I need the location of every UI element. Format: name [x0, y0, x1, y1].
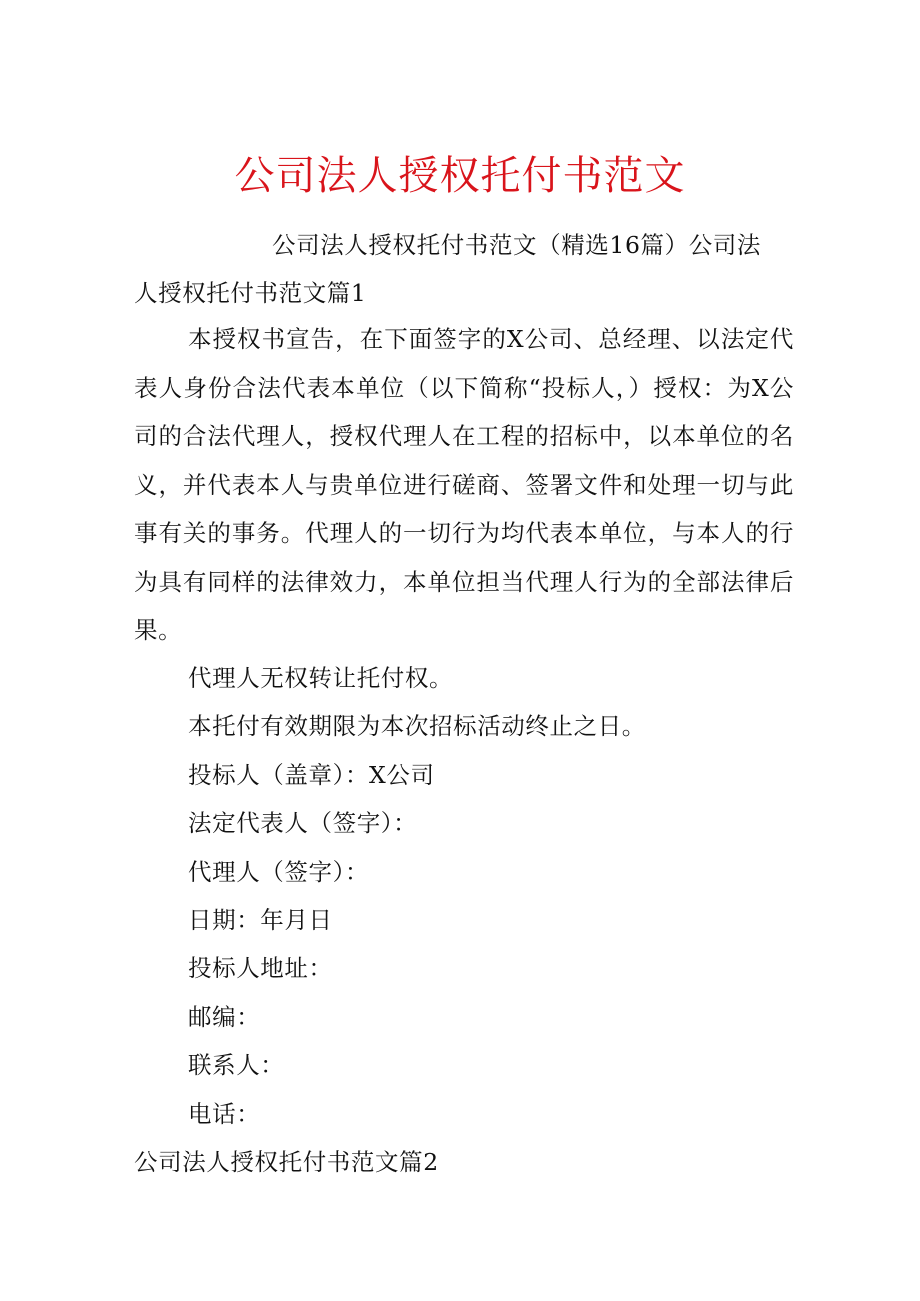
no-transfer-line: 代理人无权转让托付权。 — [188, 664, 454, 692]
date-line: 日期：年月日 — [188, 906, 333, 934]
intro-block — [134, 221, 792, 317]
phone-line: 电话： — [188, 1100, 261, 1128]
part2-heading: 公司法人授权托付书范文篇2 — [134, 1148, 439, 1176]
postcode-line: 邮编： — [188, 1003, 261, 1031]
authorization-paragraph: 本授权书宣告，在下面签字的X公司、总经理、以法定代表人身份合法代表本单位（以下简称“投标人，）授权：为X公司的合法代理人，授权代理人在工程的招标中，以本单位的名义，并代表本人与贵单位进行磋商、签署文件和处理一切与此事有关的事务。代理人的一切行为均代表本单位，与本人的行为具有同样的法律效力，本单位担当代理人行为的全部法律后果。 — [134, 325, 794, 644]
agent-signature-line: 代理人（签字）： — [188, 858, 370, 886]
legal-rep-signature-line: 法定代表人（签字）： — [188, 809, 418, 837]
document-title: 公司法人授权托付书范文 — [234, 153, 686, 199]
contact-line: 联系人： — [188, 1051, 285, 1079]
intro-line-2: 人授权托付书范文篇1 — [134, 279, 367, 307]
intro-line-1: 公司法人授权托付书范文（精选16篇）公司法 — [272, 231, 762, 259]
address-line: 投标人地址： — [188, 954, 333, 982]
validity-line: 本托付有效期限为本次招标活动终止之日。 — [188, 712, 646, 740]
bidder-seal-line: 投标人（盖章）：X公司 — [188, 761, 435, 789]
